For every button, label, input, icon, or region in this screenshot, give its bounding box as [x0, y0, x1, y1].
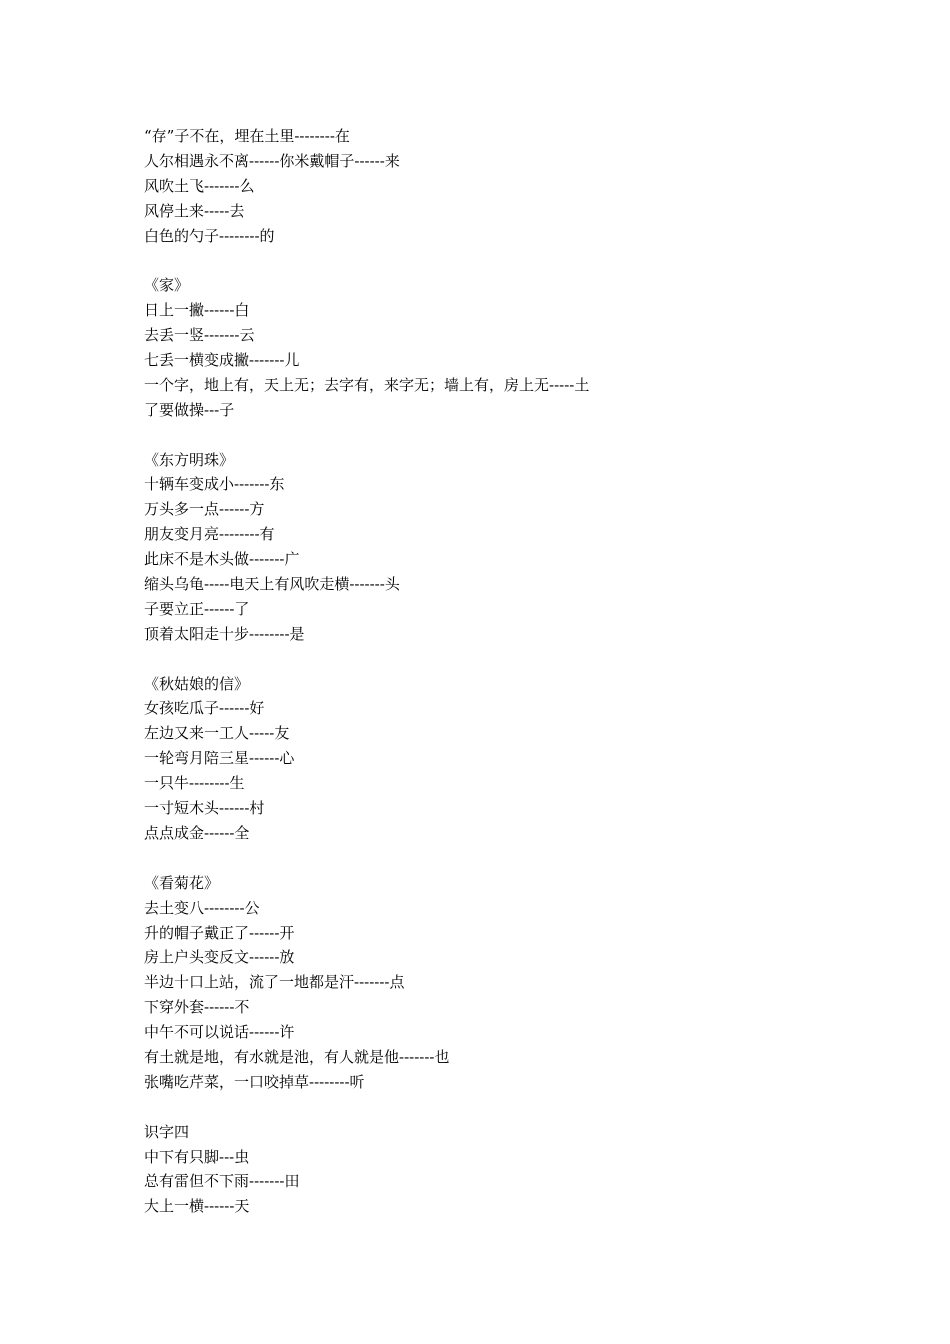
- text-line: 一只牛--------生: [144, 774, 245, 793]
- text-line: 房上户头变反文------放: [144, 948, 295, 967]
- section-heading: 《秋姑娘的信》: [144, 674, 250, 693]
- text-line: 一轮弯月陪三星------心: [144, 749, 295, 768]
- text-line: 一个字，地上有，天上无；去字有，来字无；墙上有，房上无-----土: [144, 375, 590, 394]
- document-body: [144, 124, 864, 1219]
- text-line: 人尔相遇永不离------你米戴帽子------来: [144, 151, 400, 170]
- text-line: 白色的勺子--------的: [144, 226, 275, 245]
- text-line: 了要做操---子: [144, 400, 235, 419]
- section-heading: 《家》: [144, 276, 190, 295]
- text-line: 风吹土飞-------么: [144, 176, 255, 195]
- text-line: 子要立正------了: [144, 599, 250, 618]
- text-line: 总有雷但不下雨-------田: [144, 1172, 300, 1191]
- blank-line: [144, 423, 864, 448]
- text-line: 大上一横------天: [144, 1197, 250, 1216]
- text-line: 去土变八--------公: [144, 898, 260, 917]
- blank-line: [144, 248, 864, 273]
- section-heading: 识字四: [144, 1122, 190, 1141]
- text-line: 万头多一点------方: [144, 500, 265, 519]
- text-line: 风停土来-----去: [144, 201, 245, 220]
- blank-line: [144, 1095, 864, 1120]
- text-line: 左边又来一工人-----友: [144, 724, 290, 743]
- section-heading: 《看菊花》: [144, 873, 220, 892]
- text-line: 十辆车变成小-------东: [144, 475, 285, 494]
- text-line: 中下有只脚---虫: [144, 1147, 250, 1166]
- text-line: 缩头乌龟-----电天上有风吹走横-------头: [144, 575, 400, 594]
- text-line: 下穿外套------不: [144, 998, 250, 1017]
- text-line: 半边十口上站，流了一地都是汗-------点: [144, 973, 405, 992]
- blank-line: [144, 846, 864, 871]
- text-line: 点点成金------全: [144, 823, 250, 842]
- text-line: 有土就是地，有水就是池，有人就是他-------也: [144, 1047, 450, 1066]
- text-line: 张嘴吃芹菜，一口咬掉草--------听: [144, 1072, 365, 1091]
- text-line: 去丢一竖-------云: [144, 326, 255, 345]
- text-line: 中午不可以说话------许: [144, 1023, 295, 1042]
- text-line: 女孩吃瓜子------好: [144, 699, 265, 718]
- text-line: 此床不是木头做-------广: [144, 550, 300, 569]
- text-line: 七丢一横变成撇-------儿: [144, 351, 300, 370]
- text-line: 朋友变月亮--------有: [144, 525, 275, 544]
- section-heading: 《东方明珠》: [144, 450, 235, 469]
- text-line: 一寸短木头------村: [144, 799, 265, 818]
- text-line: 日上一撇------白: [144, 301, 250, 320]
- text-line: 顶着太阳走十步--------是: [144, 624, 305, 643]
- text-line: “存”子不在，埋在土里--------在: [144, 127, 350, 145]
- text-line: 升的帽子戴正了------开: [144, 923, 295, 942]
- blank-line: [144, 647, 864, 672]
